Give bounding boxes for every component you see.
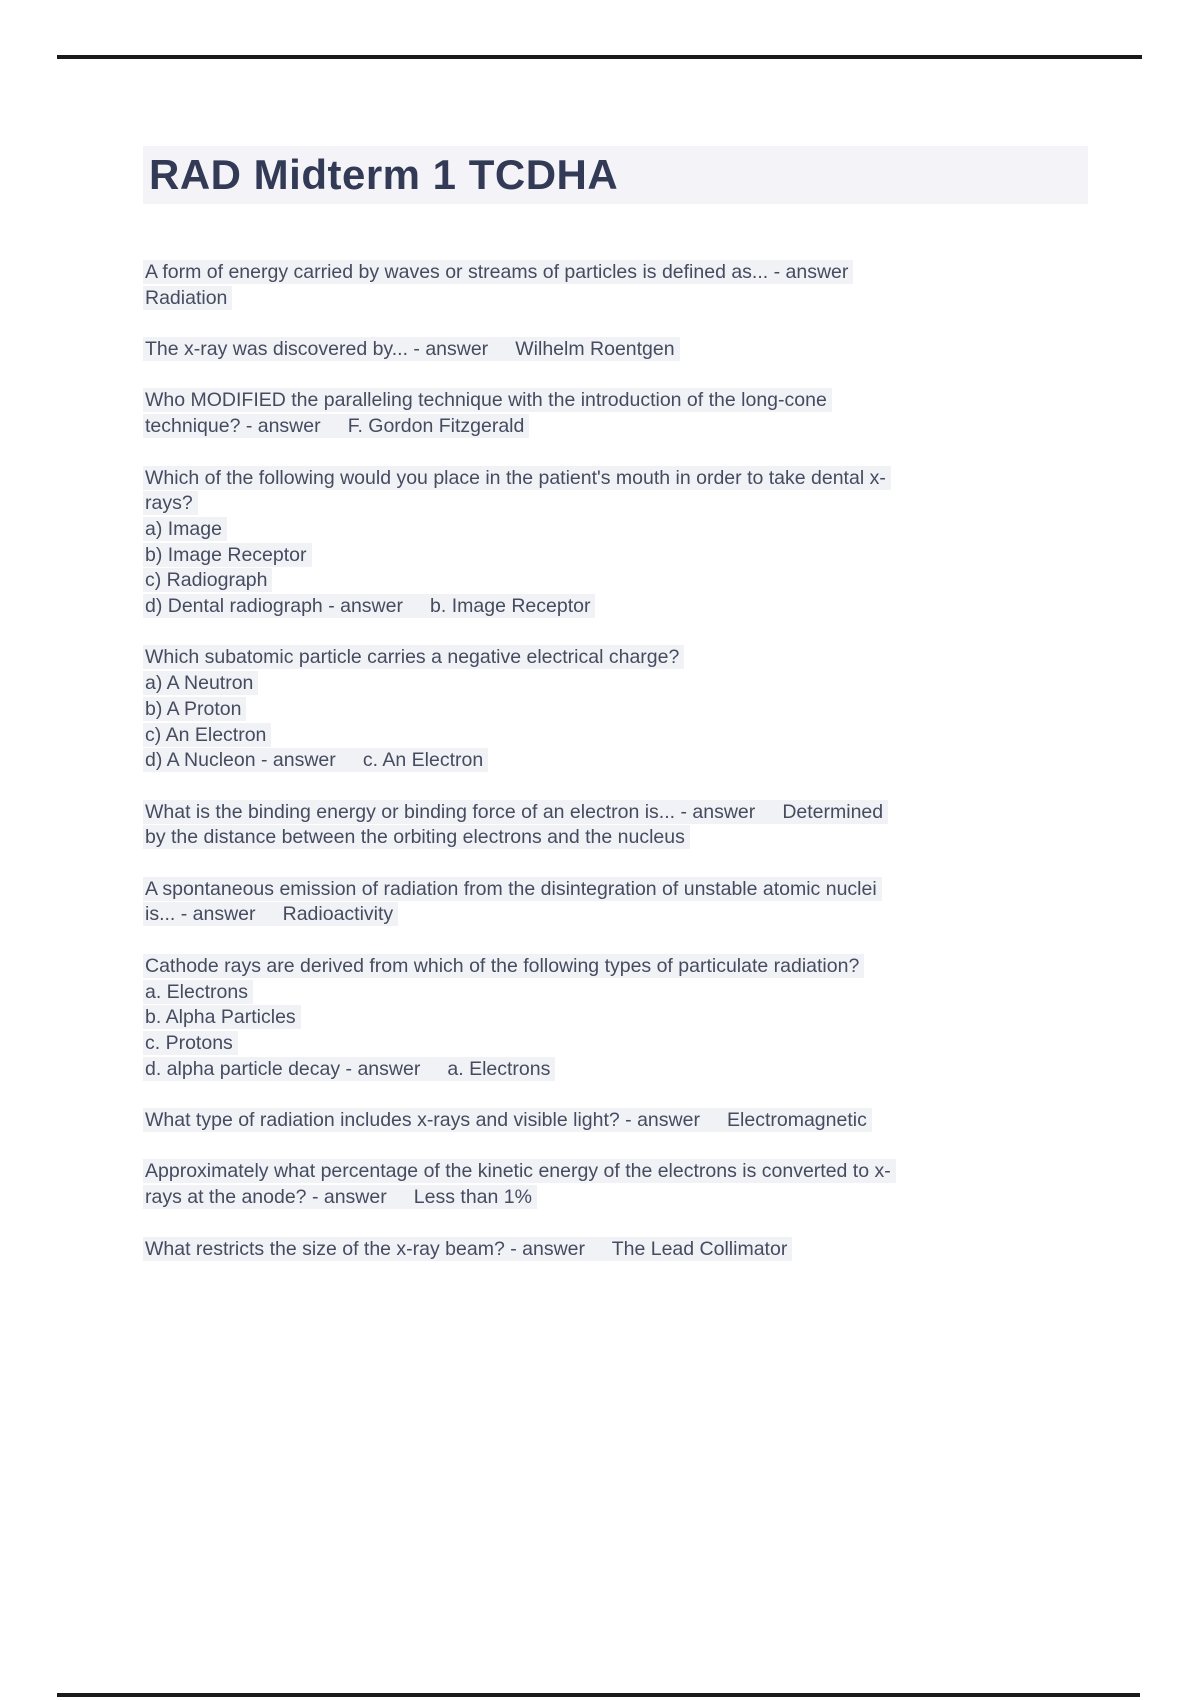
qa-line-text: a. Electrons <box>143 980 253 1004</box>
qa-block <box>145 1237 1065 1263</box>
qa-line <box>145 543 1065 569</box>
bottom-rule <box>57 1693 1140 1697</box>
qa-line <box>145 877 1065 903</box>
qa-line-text: d) Dental radiograph - answer b. Image Receptor <box>143 594 595 618</box>
qa-line-text: d) A Nucleon - answer c. An Electron <box>143 748 488 772</box>
qa-line <box>145 1185 1065 1211</box>
qa-block <box>145 466 1065 620</box>
qa-line <box>145 645 1065 671</box>
qa-line <box>145 1237 1065 1263</box>
qa-block <box>145 645 1065 774</box>
qa-line-text: by the distance between the orbiting electrons and the nucleus <box>143 825 690 849</box>
qa-line-text: b. Alpha Particles <box>143 1005 301 1029</box>
qa-line <box>145 1031 1065 1057</box>
qa-block <box>145 954 1065 1083</box>
qa-line <box>145 491 1065 517</box>
qa-line-text: c. Protons <box>143 1031 238 1055</box>
qa-line <box>145 954 1065 980</box>
qa-line-text: b) Image Receptor <box>143 543 312 567</box>
qa-line <box>145 825 1065 851</box>
qa-block <box>145 337 1065 363</box>
qa-line-text: A form of energy carried by waves or streams of particles is defined as... - answer <box>143 260 853 284</box>
qa-line <box>145 337 1065 363</box>
qa-block <box>145 1108 1065 1134</box>
qa-line-text: Approximately what percentage of the kinetic energy of the electrons is converted to x- <box>143 1159 896 1183</box>
qa-line <box>145 748 1065 774</box>
qa-line-text: Which of the following would you place in the patient's mouth in order to take dental x- <box>143 466 891 490</box>
qa-line-text: c) Radiograph <box>143 568 272 592</box>
qa-line-text: Which subatomic particle carries a negative electrical charge? <box>143 645 684 669</box>
title-bar <box>143 146 1088 204</box>
qa-content <box>145 260 1065 1288</box>
qa-line <box>145 260 1065 286</box>
qa-line <box>145 697 1065 723</box>
qa-line-text: Who MODIFIED the paralleling technique with the introduction of the long-cone <box>143 388 832 412</box>
qa-line <box>145 388 1065 414</box>
qa-line-text: What type of radiation includes x-rays and visible light? - answer Electromagnetic <box>143 1108 872 1132</box>
qa-line <box>145 902 1065 928</box>
qa-block <box>145 800 1065 851</box>
qa-line <box>145 723 1065 749</box>
qa-line <box>145 1108 1065 1134</box>
qa-line <box>145 1005 1065 1031</box>
qa-line-text: a) A Neutron <box>143 671 258 695</box>
qa-line <box>145 466 1065 492</box>
page-title: RAD Midterm 1 TCDHA <box>149 151 619 198</box>
qa-line-text: rays? <box>143 491 198 515</box>
qa-line-text: rays at the anode? - answer Less than 1% <box>143 1185 537 1209</box>
qa-line <box>145 1057 1065 1083</box>
qa-line <box>145 568 1065 594</box>
qa-line-text: a) Image <box>143 517 227 541</box>
qa-line <box>145 286 1065 312</box>
qa-line-text: Cathode rays are derived from which of the following types of particulate radiation? <box>143 954 864 978</box>
qa-line <box>145 414 1065 440</box>
qa-block <box>145 877 1065 928</box>
qa-line-text: d. alpha particle decay - answer a. Electrons <box>143 1057 555 1081</box>
qa-line-text: What is the binding energy or binding force of an electron is... - answer Determined <box>143 800 888 824</box>
qa-line-text: b) A Proton <box>143 697 246 721</box>
qa-block <box>145 388 1065 439</box>
qa-block <box>145 260 1065 311</box>
qa-line <box>145 671 1065 697</box>
qa-line <box>145 800 1065 826</box>
qa-line-text: Radiation <box>143 286 232 310</box>
qa-line-text: What restricts the size of the x-ray beam? - answer The Lead Collimator <box>143 1237 792 1261</box>
qa-line-text: The x-ray was discovered by... - answer Wilhelm Roentgen <box>143 337 680 361</box>
top-rule <box>57 55 1142 59</box>
qa-line <box>145 980 1065 1006</box>
qa-line-text: technique? - answer F. Gordon Fitzgerald <box>143 414 529 438</box>
qa-line-text: c) An Electron <box>143 723 271 747</box>
qa-line <box>145 517 1065 543</box>
qa-line <box>145 1159 1065 1185</box>
qa-line-text: A spontaneous emission of radiation from the disintegration of unstable atomic nuclei <box>143 877 882 901</box>
qa-line <box>145 594 1065 620</box>
qa-block <box>145 1159 1065 1210</box>
qa-line-text: is... - answer Radioactivity <box>143 902 398 926</box>
